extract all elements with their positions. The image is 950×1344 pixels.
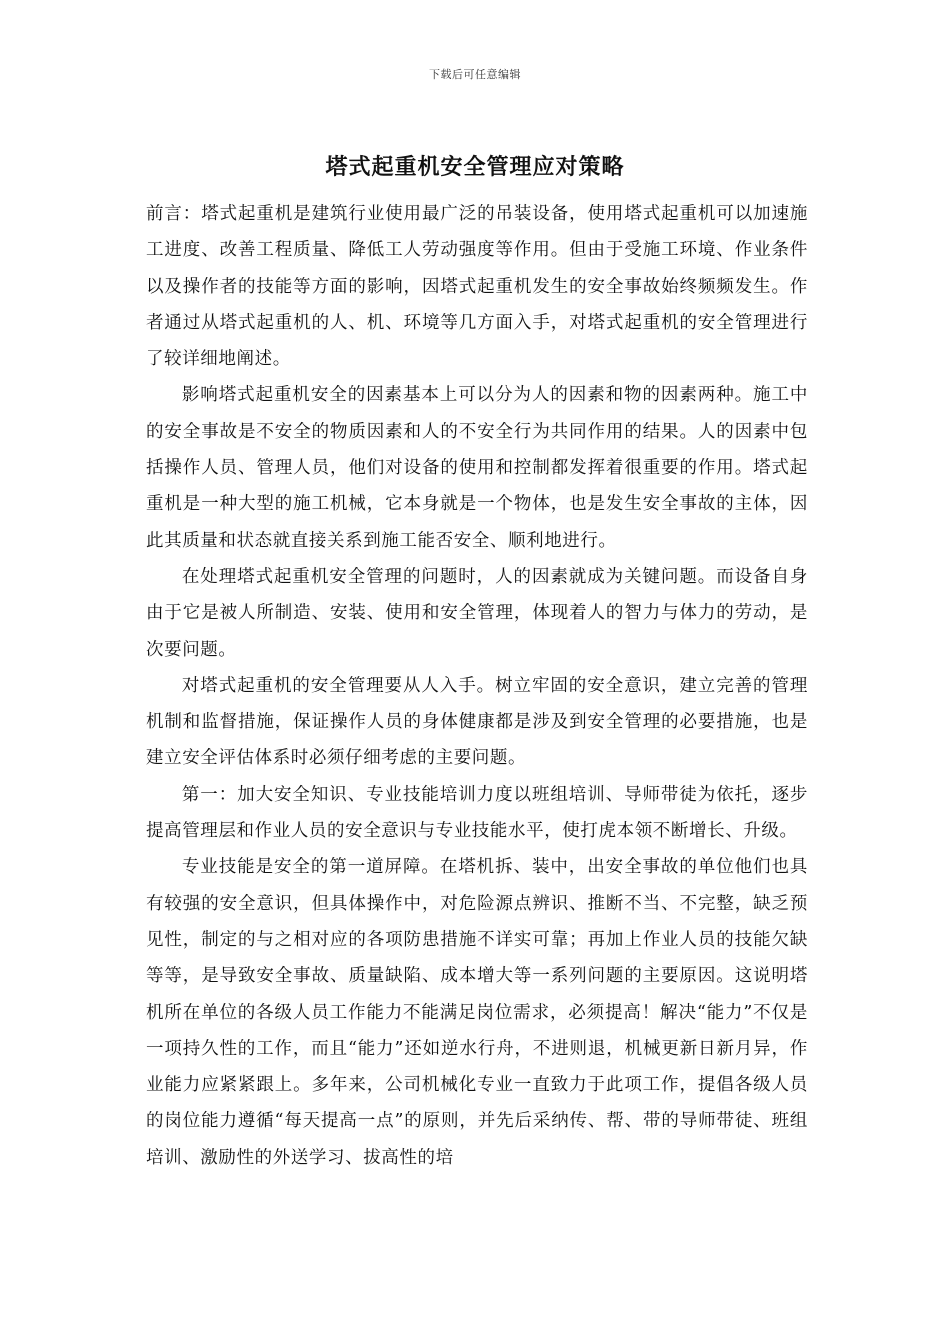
paragraph-professional-skills: 专业技能是安全的第一道屏障。在塔机拆、装中，出安全事故的单位他们也具有较强的安全意识，但具体操作中，对危险源点辨识、推断不当、不完整，缺乏预见性，制定的与之相对应的各项防患措施不详实可靠；再加上作业人员的技能欠缺等等，是导致安全事故、质量缺陷、成本增大等一系列问题的主要原因。这说明塔机所在单位的各级人员工作能力不能满足岗位需求，必须提高！解决“能力”不仅是一项持久性的工作，而且“能力”还如逆水行舟，不进则退，机械更新日新月异，作业能力应紧紧跟上。多年来，公司机械化专业一直致力于此项工作，提倡各级人员的岗位能力遵循“每天提高一点”的原则，并先后采纳传、帮、带的导师带徒、班组培训、激励性的外送学习、拔高性的培 [146, 857, 808, 1168]
paragraph-preface: 前言：塔式起重机是建筑行业使用最广泛的吊装设备，使用塔式起重机可以加速施工进度、改善工程质量、降低工人劳动强度等作用。但由于受施工环境、作业条件以及操作者的技能等方面的影响，因塔式起重机发生的安全事故始终频频发生。作者通过从塔式起重机的人、机、环境等几方面入手，对塔式起重机的安全管理进行了较详细地阐述。 [146, 204, 808, 370]
paragraph-human-factor: 在处理塔式起重机安全管理的问题时，人的因素就成为关键问题。而设备自身由于它是被人所制造、安装、使用和安全管理，体现着人的智力与体力的劳动，是次要问题。 [146, 566, 808, 660]
document-body [146, 196, 808, 1176]
paragraph-management: 对塔式起重机的安全管理要从人入手。树立牢固的安全意识，建立完善的管理机制和监督措施，保证操作人员的身体健康都是涉及到安全管理的必要措施，也是建立安全评估体系时必须仔细考虑的主要问题。 [146, 675, 808, 769]
paragraph-first-measure: 第一：加大安全知识、专业技能培训力度以班组培训、导师带徒为依托，逐步提高管理层和作业人员的安全意识与专业技能水平，使打虎本领不断增长、升级。 [146, 784, 808, 842]
paragraph-factors: 影响塔式起重机安全的因素基本上可以分为人的因素和物的因素两种。施工中的安全事故是不安全的物质因素和人的不安全行为共同作用的结果。人的因素中包括操作人员、管理人员，他们对设备的使用和控制都发挥着很重要的作用。塔式起重机是一种大型的施工机械，它本身就是一个物体，也是发生安全事故的主体，因此其质量和状态就直接关系到施工能否安全、顺利地进行。 [146, 385, 808, 551]
header-note: 下载后可任意编辑 [429, 68, 521, 81]
document-title: 塔式起重机安全管理应对策略 [325, 155, 625, 180]
